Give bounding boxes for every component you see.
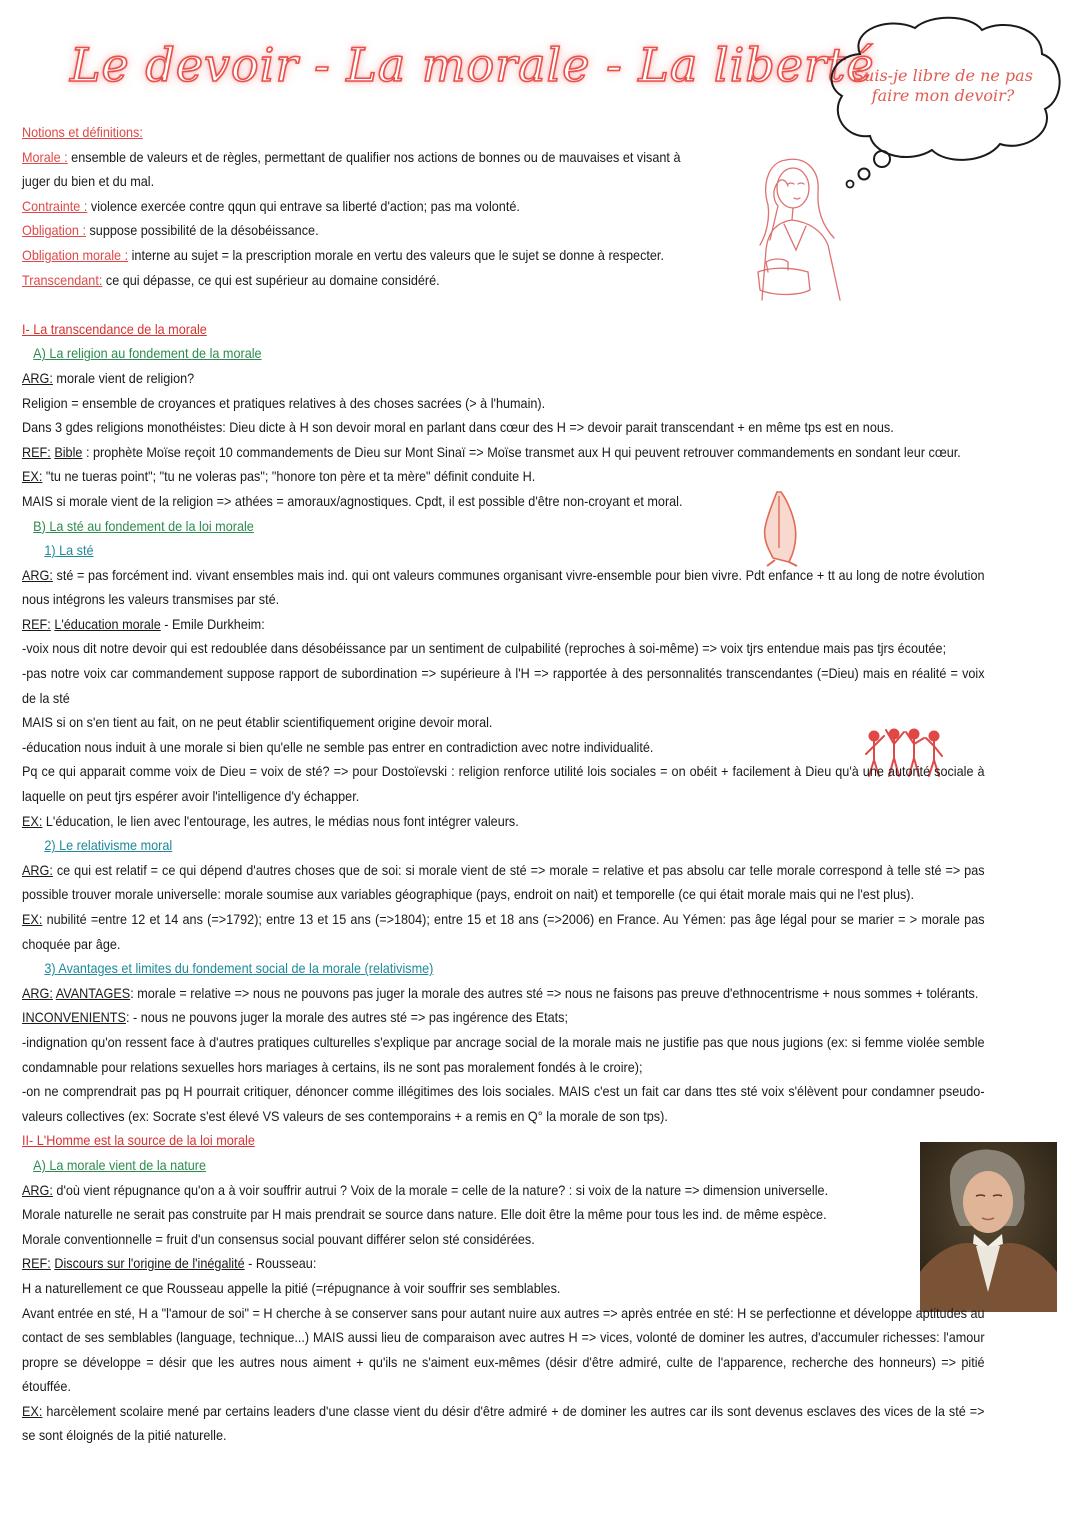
inconvenients-text: : - nous ne pouvons juger la morale des autres sté => pas ingérence des Etats; [125,1010,569,1026]
ex-label: EX: [22,813,43,829]
paragraph: Morale naturelle ne serait pas construite par H mais prendrait se source dans nature. Elle doit être la même pour tous les ind. de même espèce. [22,1207,827,1223]
paragraph: H a naturellement ce que Rousseau appelle la pitié (=répugnance à voir souffrir ses semblables. [22,1280,561,1296]
section-2a-title: A) La morale vient de la nature [33,1157,207,1173]
ref-label: REF: [22,444,51,460]
arg-text: sté = pas forcément ind. vivant ensembles mais ind. qui ont valeurs communes organisant vivre-ensemble pour bien vivre. Pdt enfance + tt au long de notre évolution nous intégrons les valeurs transmises par sté. [22,567,985,608]
bubble-question: Suis-je libre de ne pas faire mon devoir? [853,66,1033,105]
ref-source: L'éducation morale [54,616,161,632]
paragraph: -pas notre voix car commandement suppose rapport de subordination => supérieure à l'H => rapportée à des personnalités transcendantes (=Dieu) mais en réalité = voix de la sté [22,666,985,706]
ref-label: REF: [22,1256,51,1272]
paragraph: Dans 3 gdes religions monothéistes: Dieu dicte à H son devoir moral en parlant dans cœur des H => devoir parait transcendant + en même tps est en nous. [22,420,894,436]
arg-label: ARG: [22,862,53,878]
page-title: Le devoir - La morale - La liberté [70,38,875,92]
notes-content [22,121,985,1449]
section-1b1-title: 1) La sté [44,543,94,559]
ex-label: EX: [22,1403,43,1419]
ref-text: : prophète Moïse reçoit 10 commandements de Dieu sur Mont Sinaï => Moïse transmet aux H qui peuvent retrouver commandements en sondant leur cœur. [82,444,961,460]
ex-label: EX: [22,469,43,485]
notions-heading: Notions et définitions: [22,125,143,140]
ex-text: "tu ne tueras point"; "tu ne voleras pas"; "honore ton père et ta mère" définit conduite H. [42,469,536,485]
section-1b2-title: 2) Le relativisme moral [44,838,173,854]
ex-text: L'éducation, le lien avec l'entourage, les autres, le médias nous font intégrer valeurs. [42,813,519,829]
paragraph: -on ne comprendrait pas pq H pourrait critiquer, dénoncer comme illégitimes des lois sociales. MAIS c'est un fait car dans ttes sté voix s'élèvent pour condamner pseudo-valeurs collectives (ex: Socrate s'est élevé VS valeurs de ses contemporains + a remis en Q° la morale de son tps). [22,1084,985,1124]
arg-label: ARG: [22,567,53,583]
def-contrainte: violence exercée contre qqun qui entrave sa liberté d'action; pas ma volonté. [87,198,520,214]
term-contrainte: Contrainte : [22,198,88,214]
term-morale: Morale : [22,149,68,165]
paragraph: -éducation nous induit à une morale si bien qu'elle ne semble pas entrer en contradiction avec notre individualité. [22,739,654,755]
paragraph: MAIS si morale vient de la religion => athées = amoraux/agnostiques. Cpdt, il est possible d'être non-croyant et moral. [22,493,683,509]
def-obligation: suppose possibilité de la désobéissance. [85,223,319,239]
arg-label: ARG: [22,985,53,1001]
arg-label: ARG: [22,1182,53,1198]
term-obligation: Obligation : [22,223,86,239]
ref-text: - Rousseau: [244,1256,317,1272]
def-transcendant: ce qui dépasse, ce qui est supérieur au domaine considéré. [102,272,440,288]
arg-text: ce qui est relatif = ce qui dépend d'autres choses que de soi: si morale vient de sté => morale = relative et pas absolu car telle morale correspond à telle sté => pas possible trouver morale universelle: morale soumise aux variables géographique (pays, endroit on nait) et temporelle (ce qui était morale mais qui ne l'est plus). [22,862,985,903]
def-obligation-morale: interne au sujet = la prescription morale en vertu des valeurs que le sujet se donne à respecter. [128,247,664,263]
section-1-title: I- La transcendance de la morale [22,321,207,337]
inconvenients-label: INCONVENIENTS [22,1010,126,1026]
avantages-label: AVANTAGES [55,985,131,1001]
term-obligation-morale: Obligation morale : [22,247,129,263]
paragraph: -voix nous dit notre devoir qui est redoublée dans désobéissance par un sentiment de culpabilité (reproches à soi-même) => voix tjrs entendue mais pas tjrs écoutée; [22,641,947,657]
ex-text: nubilité =entre 12 et 14 ans (=>1792); entre 13 et 15 ans (=>1804); entre 15 et 18 ans (=>2006) en France. Au Yémen: pas âge légal pour se marier = > morale pas choquée par âge. [22,912,985,952]
arg-text: morale vient de religion? [52,370,195,386]
paragraph: Religion = ensemble de croyances et pratiques relatives à des choses sacrées (> à l'humain). [22,395,546,411]
ex-label: EX: [22,912,43,927]
ref-source: Discours sur l'origine de l'inégalité [54,1256,245,1272]
section-2-title: II- L'Homme est la source de la loi morale [22,1133,255,1149]
def-morale: ensemble de valeurs et de règles, permettant de qualifier nos actions de bonnes ou de mauvaises et visant à juger du bien et du mal. [22,149,681,190]
paragraph: Morale conventionnelle = fruit d'un consensus social pouvant différer selon sté considérées. [22,1231,535,1247]
section-1a-title: A) La religion au fondement de la morale [33,346,262,362]
ref-label: REF: [22,616,51,632]
term-transcendant: Transcendant: [22,272,103,288]
paragraph: Pq ce qui apparait comme voix de Dieu = voix de sté? => pour Dostoïevski : religion renforce utilité lois sociales = on obéit + facilement à Dieu qu'à une autorité sociale à laquelle on peut tjrs espérer avoir l'intelligence d'y échapper. [22,764,985,805]
arg-text: d'où vient répugnance qu'on a à voir souffrir autrui ? Voix de la morale = celle de la nature? : si voix de la nature => dimension universelle. [52,1182,829,1198]
section-1b-title: B) La sté au fondement de la loi morale [33,518,254,534]
ref-source: Bible [54,444,83,460]
avantages-text: : morale = relative => nous ne pouvons pas juger la morale des autres sté => nous ne faisons pas preuve d'ethnocentrisme + nous sommes + tolérants. [130,985,979,1001]
paragraph: Avant entrée en sté, H a "l'amour de soi" = H cherche à se conserver sans pour autant nuire aux autres => après entrée en sté: H se perfectionne et développe aptitudes au contact de ses semblables (language, technique...) MAIS aussi lieu de comparaison avec autres H => vices, volonté de dominer les autres, d'accumuler richesses: l'amour propre se développe = désir que les autres nous aiment + qu'ils ne s'aiment eux-mêmes (désir d'être admiré, culte de l'apparence, recherche des honneurs) => pitié étouffée. [22,1305,985,1395]
paragraph: -indignation qu'on ressent face à d'autres pratiques culturelles s'explique par ancrage social de la morale mais ne justifie pas que nous jugions (ex: si femme violée semble condamnable pour relations sexuelles hors mariages à certains, ils ne sont pas moralement fondés à le croire); [22,1034,985,1075]
ex-text: harcèlement scolaire mené par certains leaders d'une classe vient du désir d'être admiré + de dominer les autres car ils sont devenus esclaves des vices de la sté => se sont éloignés de la pitié naturelle. [22,1403,985,1444]
paragraph: MAIS si on s'en tient au fait, on ne peut établir scientifiquement origine devoir moral. [22,715,493,731]
arg-label: ARG: [22,370,53,386]
ref-text: - Emile Durkheim: [160,616,265,632]
section-1b3-title: 3) Avantages et limites du fondement social de la morale (relativisme) [44,961,434,977]
